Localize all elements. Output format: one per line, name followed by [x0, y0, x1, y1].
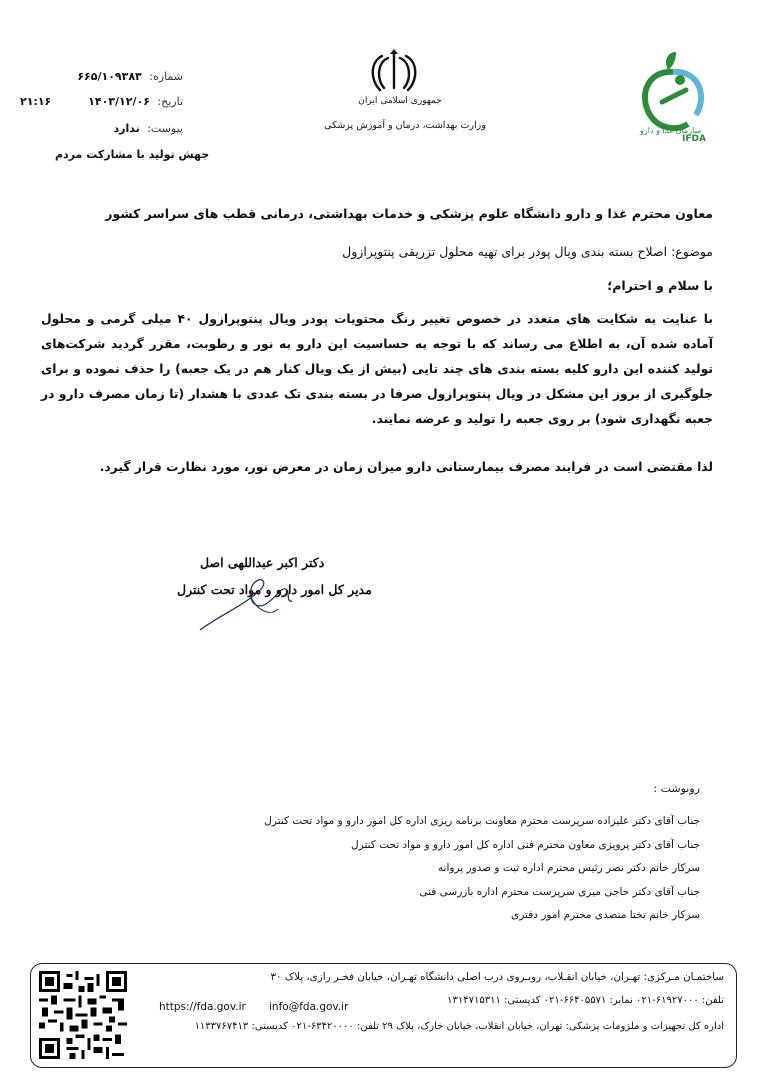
subject-label: موضوع:	[671, 244, 713, 259]
ministry-line-1: جمهوری اسلامی ایران	[358, 96, 442, 106]
cc-title: رونوشت :	[653, 782, 700, 795]
letter-time: ۲۱:۱۶	[20, 95, 52, 108]
signatory-name: دکتر اکبر عبداللهی اصل	[200, 555, 325, 570]
signature-scribble	[190, 565, 310, 635]
qr-code-icon	[39, 971, 127, 1059]
signatory-title: مدیر کل امور دارو و مواد تحت کنترل	[177, 582, 372, 597]
footer-address-2: اداره کل تجهیزات و ملزومات پزشکی: تهران، خیابان انقلاب، خیابان خارک، پلاک ۲۹ تلفن: ۶۳۴۲۰۰۰۰-۰۲۱ کدپستی: ۱۱۳۳۷۶۷۴۱۳	[194, 1021, 724, 1032]
fda-name-en: IFDA	[682, 134, 706, 144]
slogan: جهش تولید با مشارکت مردم	[55, 148, 210, 161]
greeting: با سلام و احترام؛	[607, 278, 713, 293]
cc-item: جناب آقای دکتر پرویزی معاون محترم فنی اداره کل امور دارو و مواد تحت کنترل	[351, 838, 700, 851]
footer-email[interactable]: info@fda.gov.ir	[269, 1001, 349, 1013]
number-label: شماره:	[149, 70, 183, 83]
attachment-value: ندارد	[113, 122, 140, 135]
body-paragraph-2: لذا مقتضی است در فرایند مصرف بیمارستانی دارو میزان زمان در معرض نور، مورد نظارت قرار گیرد.	[99, 460, 713, 474]
cc-item: سرکار خانم تختا متصدی محترم امور دفتری	[511, 909, 700, 921]
footer-address-1: ساختمـان مـرکزی: تهـران، خیابان انقـلاب، روبـروی درب اصلی دانشگاه تهـران، خیابان فخـر رازی، پلاک ۳۰	[270, 971, 724, 983]
cc-item: جناب آقای دکتر حاجی میری سرپرست محترم اداره بازرسی فنی	[419, 885, 700, 898]
letter-number	[3, 70, 183, 83]
fda-name-fa: سازمان غذا و دارو	[640, 126, 702, 135]
footer-phones: تلفن: ۶۱۹۲۷۰۰۰-۰۲۱ نمابر: ۶۶۴۰۵۵۷۱-۰۲۱ کدپستی: ۱۳۱۴۷۱۵۳۱۱	[447, 995, 724, 1006]
body-paragraph-1: با عنایت به شکایت های متعدد در خصوص تغییر رنگ محتویات پودر ویال پنتوپرازول ۴۰ میلی گرمی و محلول آماده شده آن، به اطلاع می رساند که با توجه به حساسیت این دارو به نور و رطوبت، مقرر گردید شرکت‌های تولید کننده این دارو کلیه بسته بندی های چند تایی (بیش از یک ویال کنار هم در یک جعبه) را حذف نموده و برای جلوگیری از بروز این مشکل در ویال پنتوپرازول صرفا در بسته بندی تک عددی با هشدار (تا زمان مصرف دارو در جعبه نگهداری شود) بر روی جعبه را تولید و عرضه نمایند.	[41, 312, 713, 426]
cc-item: جناب آقای دکتر علیزاده سرپرست محترم معاونت برنامه ریزی اداره کل امور دارو و مواد تحت کنترل	[264, 815, 700, 827]
iran-emblem-icon	[368, 48, 420, 94]
date-value: ۱۴۰۳/۱۲/۰۶	[88, 95, 150, 108]
cc-item: سرکار خانم دکتر نصر رئیس محترم اداره ثبت و صدور پروانه	[437, 862, 700, 874]
cc-list	[180, 810, 700, 928]
number-value: ۶۶۵/۱۰۹۳۸۳	[77, 70, 142, 83]
footer-box	[30, 963, 737, 1068]
subject-text: اصلاح بسته بندی ویال پودر برای تهیه محلول تزریقی پنتوپرازول	[342, 244, 668, 259]
recipient: معاون محترم غذا و دارو دانشگاه علوم پزشکی و خدمات بهداشتی، درمانی قطب های سراسر کشور	[105, 206, 713, 221]
subject-line	[33, 244, 713, 259]
attachment-label: پیوست:	[147, 122, 183, 135]
footer-website[interactable]: https://fda.gov.ir	[159, 1001, 246, 1013]
letter-attachment	[3, 122, 183, 135]
ministry-line-2: وزارت بهداشت، درمان و آموزش پزشکی	[324, 120, 486, 131]
date-label: تاریخ:	[157, 95, 183, 108]
